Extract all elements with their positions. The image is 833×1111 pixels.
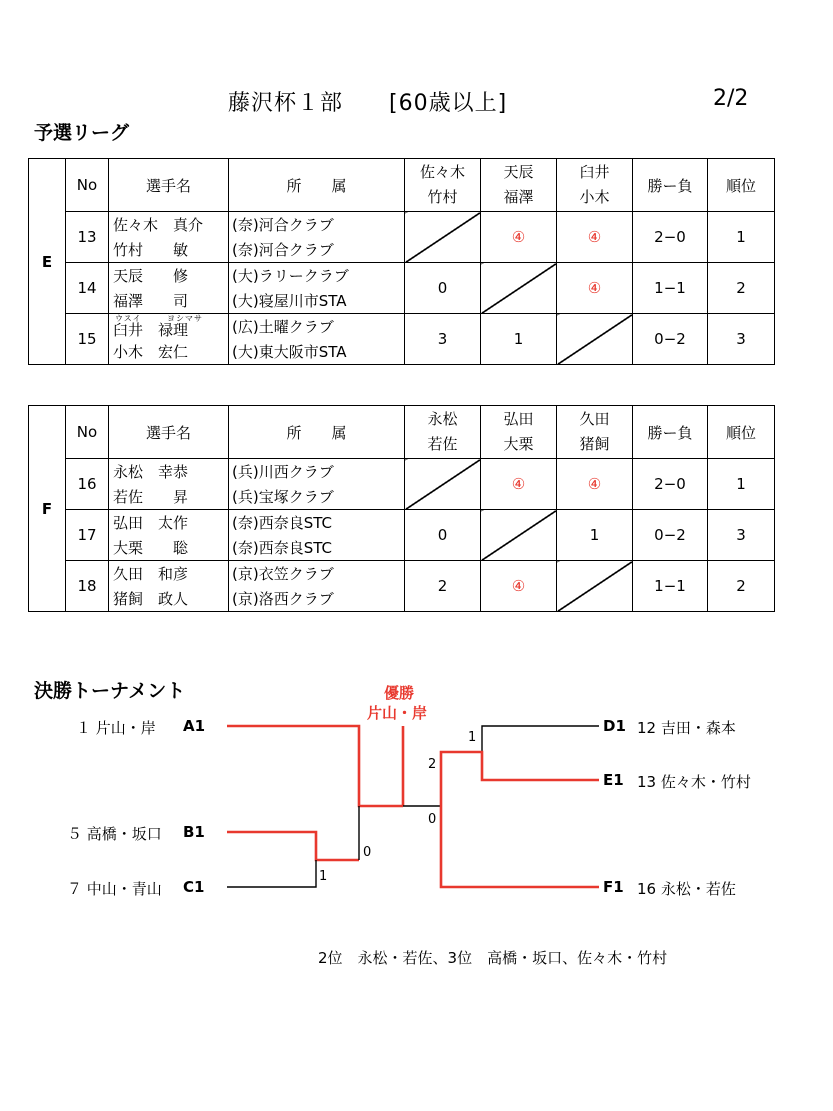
club-name-2: (奈)河合クラブ (229, 237, 405, 263)
club-name-2: (京)洛西クラブ (229, 586, 405, 612)
club-name-2: (兵)宝塚クラブ (229, 484, 405, 510)
rank: 2 (708, 561, 775, 612)
opponent-name-2: 福澤 (503, 188, 534, 206)
club-name-1: (京)衣笠クラブ (229, 561, 405, 587)
opponent-name-1: 弘田 (503, 410, 534, 428)
left-team-c: ７ 中山・青山 (67, 880, 162, 898)
header-name: 選手名 (109, 159, 229, 212)
champion-label: 優勝 (384, 684, 415, 702)
match-result: ④ (557, 212, 633, 263)
rank: 3 (708, 510, 775, 561)
opponent-name-2: 竹村 (427, 188, 458, 206)
team-number: 18 (66, 561, 109, 612)
score-bc-c: 1 (319, 869, 328, 884)
team-number: 17 (66, 510, 109, 561)
opponent-name-1: 臼井 (579, 163, 610, 181)
right-team-e: 13 佐々木・竹村 (637, 773, 751, 791)
player-ruby-1: ウスイ (115, 314, 142, 323)
match-result: ④ (557, 459, 633, 510)
team-number: 13 (66, 212, 109, 263)
header-rank: 順位 (708, 159, 775, 212)
seed-a1: A1 (183, 717, 206, 735)
player-name-2: 福澤 司 (109, 288, 229, 314)
player-name-2: 大栗 聡 (109, 535, 229, 561)
player-ruby-2: ヨシマサ (167, 314, 203, 323)
seed-d1: D1 (603, 717, 626, 735)
opponent-name-1: 天辰 (503, 163, 534, 181)
header-win-loss: 勝ー負 (633, 406, 708, 459)
left-team-b: ５ 高橋・坂口 (67, 825, 162, 843)
header-rank: 順位 (708, 406, 775, 459)
bracket-line-f (441, 806, 599, 887)
seed-b1: B1 (183, 823, 205, 841)
header-name: 選手名 (109, 406, 229, 459)
club-name-2: (大)寝屋川市STA (229, 288, 405, 314)
champion-name: 片山・岸 (367, 704, 428, 722)
opponent-name-2: 大栗 (503, 435, 534, 453)
match-result: 2 (405, 561, 481, 612)
player-name-1: 天辰 修 (109, 263, 229, 289)
bracket-line-d (482, 726, 599, 752)
match-result: ④ (481, 561, 557, 612)
team-number: 16 (66, 459, 109, 510)
left-team-a: １ 片山・岸 (76, 719, 156, 737)
player-name-2: 猪飼 政人 (109, 586, 229, 612)
match-result: 0 (405, 263, 481, 314)
player-name-2: 竹村 敏 (109, 237, 229, 263)
player-name-1: 久田 和彦 (109, 561, 229, 587)
seed-f1: F1 (603, 878, 624, 896)
rank: 2 (708, 263, 775, 314)
tournament-section-title: 決勝トーナメント (34, 680, 186, 702)
bracket-line-e (441, 752, 599, 806)
rank: 3 (708, 314, 775, 365)
bracket-line-c (227, 860, 316, 887)
match-result: 0 (405, 510, 481, 561)
right-team-f: 16 永松・若佐 (637, 880, 736, 898)
league-section-title: 予選リーグ (34, 122, 130, 144)
player-name-1: 永松 幸恭 (109, 459, 229, 485)
group-label: F (29, 406, 66, 612)
opponent-name-2: 猪飼 (579, 435, 610, 453)
club-name-2: (大)東大阪市STA (229, 339, 405, 365)
right-team-d: 12 吉田・森本 (637, 719, 736, 737)
page-number: 2/2 (713, 86, 749, 111)
header-no: No (66, 406, 109, 459)
opponent-name-1: 佐々木 (419, 163, 465, 181)
opponent-name-1: 久田 (579, 410, 610, 428)
opponent-name-1: 永松 (427, 410, 458, 428)
match-result: ④ (557, 263, 633, 314)
club-name-1: (広)土曜クラブ (229, 314, 405, 340)
win-loss: 1−1 (633, 263, 708, 314)
team-number: 15 (66, 314, 109, 365)
match-result: 1 (481, 314, 557, 365)
player-name-2: 若佐 昇 (109, 484, 229, 510)
player-name-1: 佐々木 真介 (109, 212, 229, 238)
club-name-2: (奈)西奈良STC (229, 535, 405, 561)
match-result: 3 (405, 314, 481, 365)
header-club: 所 属 (229, 159, 405, 212)
player-name-1: 弘田 太作 (109, 510, 229, 536)
score-de-d: 1 (468, 730, 477, 745)
opponent-name-2: 若佐 (427, 435, 458, 453)
opponent-name-2: 小木 (579, 188, 610, 206)
bracket-line-a (227, 726, 403, 806)
header-club: 所 属 (229, 406, 405, 459)
match-result: 1 (557, 510, 633, 561)
team-number: 14 (66, 263, 109, 314)
header-no: No (66, 159, 109, 212)
rank: 1 (708, 459, 775, 510)
win-loss: 2−0 (633, 459, 708, 510)
player-name-1: ウスイ ヨシマサ 臼井 禄理 (109, 314, 229, 340)
bracket-line-b (227, 832, 359, 860)
header-win-loss: 勝ー負 (633, 159, 708, 212)
seed-e1: E1 (603, 771, 624, 789)
seed-c1: C1 (183, 878, 205, 896)
match-result: ④ (481, 459, 557, 510)
match-result: ④ (481, 212, 557, 263)
club-name-1: (奈)河合クラブ (229, 212, 405, 238)
win-loss: 0−2 (633, 510, 708, 561)
score-de-e: 2 (428, 757, 437, 772)
win-loss: 2−0 (633, 212, 708, 263)
win-loss: 0−2 (633, 314, 708, 365)
group-label: E (29, 159, 66, 365)
rank: 1 (708, 212, 775, 263)
score-final-right: 0 (428, 812, 437, 827)
win-loss: 1−1 (633, 561, 708, 612)
club-name-1: (兵)川西クラブ (229, 459, 405, 485)
club-name-1: (奈)西奈良STC (229, 510, 405, 536)
player-name-2: 小木 宏仁 (109, 339, 229, 365)
placings-text: 2位 永松・若佐、3位 高橋・坂口、佐々木・竹村 (318, 949, 668, 967)
score-bc-b: 0 (363, 845, 372, 860)
club-name-1: (大)ラリークラブ (229, 263, 405, 289)
page-title: 藤沢杯１部 [60歳以上] (228, 91, 508, 116)
